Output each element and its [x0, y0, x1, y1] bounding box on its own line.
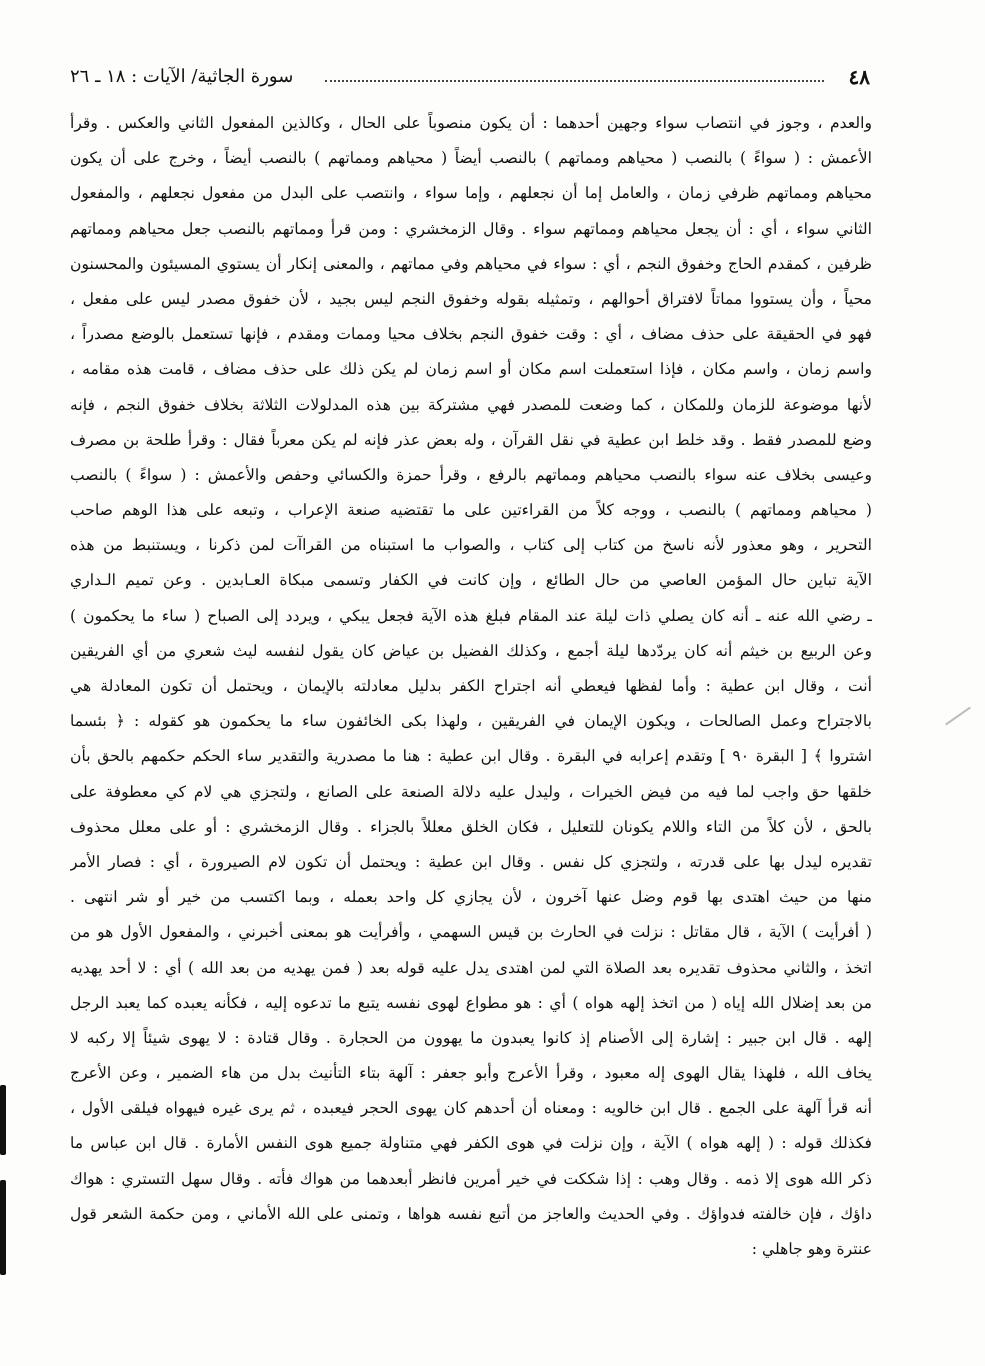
text-line: وعن الربيع بن خيثم أنه كان يردّدها ليلة أجمع ، وكذلك الفضيل بن عياض كان يقول لنفسه ليث شعري من أي الفريقين [70, 641, 872, 660]
scan-edge-mark [0, 1180, 6, 1275]
text-line: والعدم ، وجوز في انتصاب سواء وجهين أحدهما : أن يكون منصوباً على الحال ، وكالذين المفعول الثاني والعكس . وقرأ [70, 114, 872, 132]
text-line: عنترة وهو جاهلي : [751, 1240, 872, 1258]
header-dotted-rule [325, 74, 824, 82]
text-line: الثاني سواء ، أي : أن يجعل محياهم ومماتهم سواء . وقال الزمخشري : ومن قرأ ومماتهم بالنصب جعل محياهم ومماتهم [70, 219, 872, 238]
scan-edge-mark [0, 1085, 6, 1155]
scan-smudge [945, 707, 971, 726]
page-body [70, 106, 872, 1267]
text-line: واسم زمان ، واسم مكان ، فإذا استعملت اسم مكان أو اسم زمان لم يكن ذلك على حذف مضاف ، قامت هذه مقامه ، [70, 360, 872, 379]
text-line: يخاف الله ، فلهذا يقال الهوى إله معبود ، وقرأ الأعرج وأبو جعفر : آلهة بتاء التأنيث بدل من هاء الضمير ، وعن الأعرج [70, 1064, 872, 1083]
text-line: الأعمش : ( سواءً ) بالنصب ( محياهم ومماتهم ) بالنصب أيضاً ( محياهم ومماتهم ) بالنصب أيضاً ، وخرج على أن يكون [70, 149, 872, 168]
text-line: التحرير ، وهو معذور لأنه ناسخ من كتاب إلى كتاب ، والصواب ما استبناه من القراآت لمن ذكرنا ، ويستنبط من هذه [70, 536, 872, 555]
text-line: خلقها حق واجب لما فيه من فيض الخيرات ، وليدل عليه دلالة الصنعة على الصانع ، ولتجزي هي لام كي معطوفة على [70, 782, 872, 801]
page-header [70, 64, 870, 92]
text-line: ذكر الله هوى إلا ذمه . وقال وهب : إذا شككت في خير أمرين فانظر أبعدهما من هواك فأته . وقال سهل التستري : هواك [70, 1169, 872, 1188]
text-line: داؤك ، فإن خالفته فدواؤك . وفي الحديث والعاجز من أتبع نفسه هواها ، وتمنى على الله الأماني ، ومن حكمة الشعر قول [70, 1204, 872, 1223]
text-line: لأنها موضوعة للزمان وللمكان ، كما وضعت للمصدر فهي مشتركة بين هذه المدلولات الثلاثة بخلاف خفوق النجم ، فإنه [70, 395, 872, 414]
text-line: تقديره ليدل بها على قدرته ، ولتجزي كل نفس . وقال ابن عطية : ويحتمل أن تكون لام الصيرورة ، أي : فصار الأمر [70, 852, 872, 871]
text-line: فهو في الحقيقة على حذف مضاف ، أي : وقت خفوق النجم بخلاف محيا وممات ومقدم ، فإنها تستعمل بالوضع مصدراً ، [70, 325, 872, 344]
text-line: منها من حيث اهتدى بها قوم وضل عنها آخرون ، لأن يجازي كل واحد بعمله ، وبما اكتسب من خير أو شر انتهى . [70, 888, 872, 907]
text-line: ـ رضي الله عنه ـ أنه كان يصلي ذات ليلة عند المقام فبلغ هذه الآية فجعل يبكي ، ويردد إلى الصباح ( ساء ما يحكمون ) [70, 606, 872, 625]
text-line: من بعد إضلال الله إياه ( من اتخذ إلهه هواه ) أي : هو مطواع لهوى نفسه يتبع ما تدعوه إليه ، فكأنه يعبده كما يعبد الرجل [70, 993, 872, 1012]
text-line: وضع للمصدر فقط . وقد خلط ابن عطية في نقل القرآن ، وله بعض عذر فإنه لم يكن معرباً فقال : وقرأ طلحة بن مصرف [70, 430, 872, 449]
text-line: ( أفرأيت ) الآية ، قال مقاتل : نزلت في الحارث بن قيس السهمي ، وأفرأيت هو بمعنى أخبرني ، والمفعول الأول هو من [70, 923, 872, 942]
text-line: أنه قرأ آلهة على الجمع . قال ابن خالويه : ومعناه أن أحدهم كان يهوى الحجر فيعبده ، ثم يرى غيره فيهواه فيلقى الأول ، [70, 1099, 872, 1118]
text-line: اتخذ ، والثاني محذوف تقديره بعد الصلاة التي لمن اهتدى يدل عليه قوله بعد ( فمن يهديه من بعد الله ) أي : لا أحد يهديه [70, 958, 872, 977]
text-line: محياهم ومماتهم ظرفي زمان ، والعامل إما أن نجعلهم ، وإما سواء ، وانتصب على البدل من مفعول نجعلهم ، والمفعول [70, 184, 872, 203]
text-line: الآية تباين حال المؤمن العاصي من حال الطائع ، وإن كانت في الكفار وتسمى مبكاة العـابدين . وعن تميم الـداري [70, 571, 872, 590]
page-number: ٤٨ [848, 65, 870, 89]
text-line: اشتروا ﴾ [ البقرة ٩٠ ] وتقدم إعرابه في البقرة . وقال ابن عطية : هنا ما مصدرية والتقدير ساء الحكم حكمهم بالحق بأن [70, 747, 872, 766]
running-title: سورة الجاثية/ الآيات : ١٨ ـ ٢٦ [70, 66, 294, 87]
text-line: ظرفين ، كمقدم الحاج وخفوق النجم ، أي : سواء في محياهم وفي مماتهم ، والمعنى إنكار أن يستوي المسيئون والمحسنون [70, 254, 872, 273]
text-line: أنت ، وقال ابن عطية : وأما لفظها فيعطي أنه اجتراح الكفر بدليل معادلته بالإيمان ، ويحتمل أن تكون المعادلة هي [70, 677, 872, 695]
text-line: ( محياهم ومماتهم ) بالنصب ، ووجه كلاً من القراءتين على ما تقتضيه صنعة الإعراب ، وتبعه على هذا الوهم صاحب [70, 501, 872, 520]
text-line: إلهه . قال ابن جبير : إشارة إلى الأصنام إذ كانوا يعبدون ما يهوون من الحجارة . وقال قتادة : لا يهوى شيئاً إلا ركبه لا [70, 1028, 872, 1047]
text-line: بالحق ، لأن كلاً من التاء واللام يكونان للتعليل ، فكان الخلق معللاً بالجزاء . وقال الزمخشري : أو على معلل محذوف [70, 817, 872, 836]
text-line: فكذلك قوله : ( إلهه هواه ) الآية ، وإن نزلت في هوى الكفر فهي متناولة جميع هوى النفس الأمارة . قال ابن عباس ما [70, 1134, 872, 1153]
text-line: وعيسى بخلاف عنه سواء بالنصب محياهم ومماتهم بالرفع ، وقرأ حمزة والكسائي وحفص والأعمش : ( سواءً ) بالنصب [70, 465, 872, 484]
text-line: بالاجتراح وعمل الصالحات ، ويكون الإيمان في الفريقين ، ولهذا بكى الخائفون ساء ما يحكمون هو كقوله : ﴿ بئسما [70, 712, 872, 731]
text-line: محياً ، وأن يستووا مماتاً لافتراق أحوالهم ، وتمثيله بقوله وخفوق النجم ليس بجيد ، لأن خفوق مصدر ليس على مفعل ، [70, 289, 872, 308]
